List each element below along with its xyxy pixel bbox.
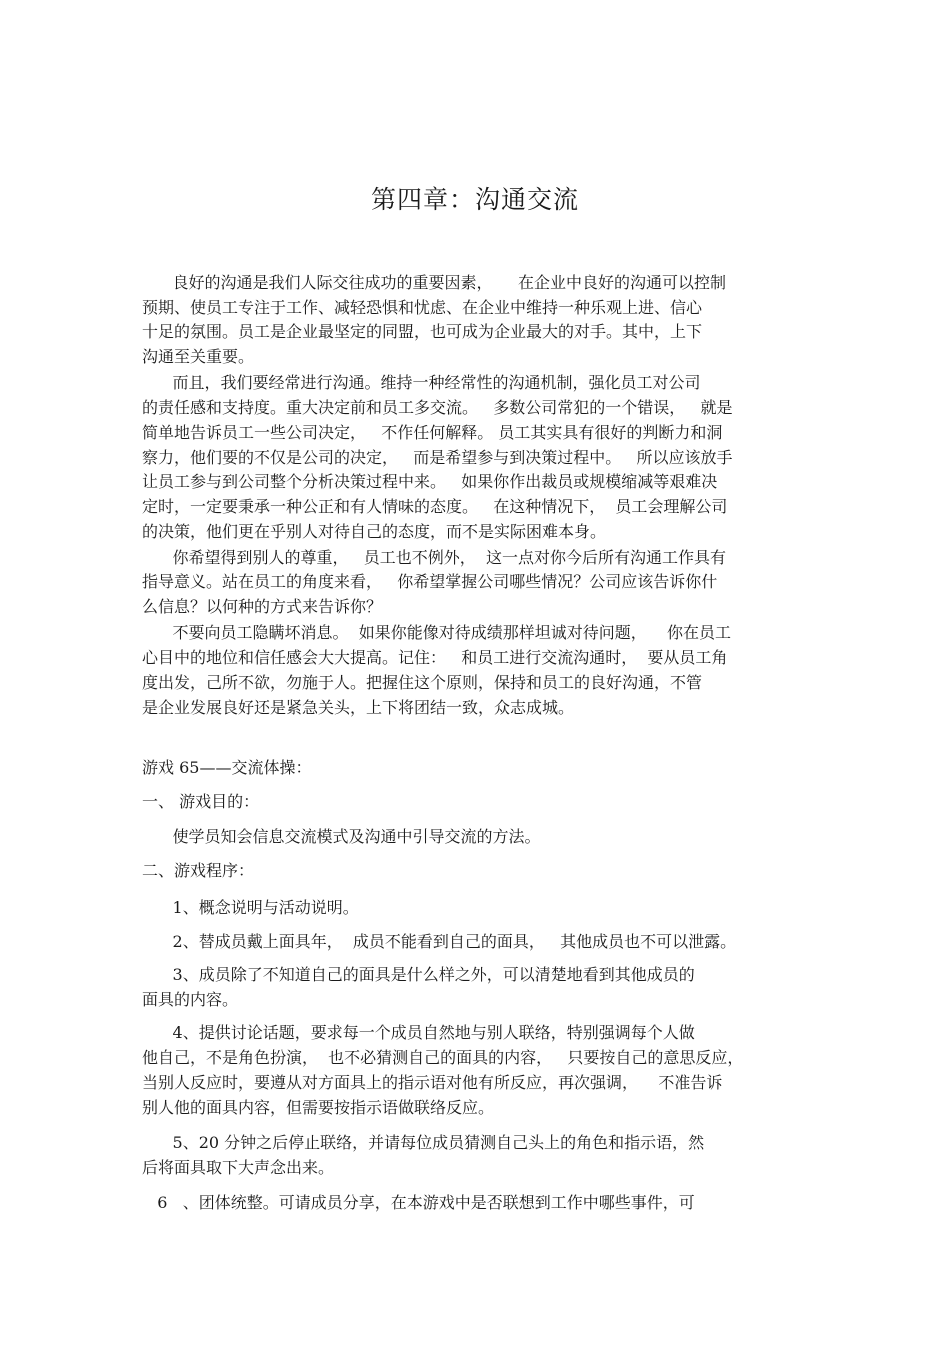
text-line: 度出发，己所不欲，勿施于人。把握住这个原则，保持和员工的良好沟通，不管 — [142, 673, 703, 692]
list-item: 3、成员除了不知道自己的面具是什么样之外，可以清楚地看到其他成员的 — [142, 965, 695, 984]
text-line: 你希望得到别人的尊重， 员工也不例外， 这一点对你今后所有沟通工作具有 — [142, 548, 726, 567]
text-line: 心目中的地位和信任感会大大提高。记住： 和员工进行交流沟通时， 要从员工角 — [142, 648, 728, 667]
text-line: 当别人反应时，要遵从对方面具上的指示语对他有所反应，再次强调， 不准告诉 — [142, 1073, 723, 1092]
text-line: 后将面具取下大声念出来。 — [142, 1158, 335, 1177]
text-line: 的决策，他们更在乎别人对待自己的态度，而不是实际困难本身。 — [142, 522, 607, 541]
text-line: 他自己，不是角色扮演， 也不必猜测自己的面具的内容， 只要按自己的意思反应， — [142, 1048, 744, 1067]
text-line: 是企业发展良好还是紧急关头，上下将团结一致，众志成城。 — [142, 698, 575, 717]
text-line: 十足的氛围。员工是企业最坚定的同盟，也可成为企业最大的对手。其中，上下 — [142, 322, 703, 341]
text-line: 简单地告诉员工一些公司决定， 不作任何解释。 员工其实具有很好的判断力和洞 — [142, 423, 723, 442]
chapter-title: 第四章：沟通交流 — [370, 185, 579, 214]
section-heading: 二、游戏程序： — [142, 861, 255, 880]
list-item: 4、提供讨论话题，要求每一个成员自然地与别人联络，特别强调每个人做 — [142, 1023, 695, 1042]
text-line: 而且，我们要经常进行沟通。维持一种经常性的沟通机制，强化员工对公司 — [142, 373, 701, 392]
text-line: 良好的沟通是我们人际交往成功的重要因素， 在企业中良好的沟通可以控制 — [142, 273, 726, 292]
list-item: 6 、团体统整。可请成员分享，在本游戏中是否联想到工作中哪些事件，可 — [142, 1193, 695, 1212]
list-item: 5、20 分钟之后停止联络，并请每位成员猜测自己头上的角色和指示语，然 — [142, 1133, 705, 1152]
text-line: 别人他的面具内容，但需要按指示语做联络反应。 — [142, 1098, 495, 1117]
text-line: 使学员知会信息交流模式及沟通中引导交流的方法。 — [142, 827, 541, 846]
text-line: 不要向员工隐瞒坏消息。 如果你能像对待成绩那样坦诚对待问题， 你在员工 — [142, 623, 732, 642]
text-line: 预期、使员工专注于工作、减轻恐惧和忧虑、在企业中维持一种乐观上进、信心 — [142, 298, 703, 317]
list-item: 1、概念说明与活动说明。 — [142, 898, 359, 917]
text-line: 沟通至关重要。 — [142, 347, 255, 366]
text-line: 指导意义。站在员工的角度来看， 你希望掌握公司哪些情况？公司应该告诉你什 — [142, 572, 718, 591]
text-line: 的责任感和支持度。重大决定前和员工多交流。 多数公司常犯的一个错误， 就是 — [142, 398, 733, 417]
section-heading: 一、 游戏目的： — [142, 792, 260, 811]
text-line: 么信息？以何种的方式来告诉你？ — [142, 597, 383, 616]
text-line: 察力，他们要的不仅是公司的决定， 而是希望参与到决策过程中。 所以应该放手 — [142, 448, 733, 467]
text-line: 面具的内容。 — [142, 990, 239, 1009]
list-item: 2、替成员戴上面具年， 成员不能看到自己的面具， 其他成员也不可以泄露。 — [142, 932, 737, 951]
text-line: 让员工参与到公司整个分析决策过程中来。 如果你作出裁员或规模缩减等艰难决 — [142, 472, 718, 491]
game-heading: 游戏 65——交流体操： — [142, 758, 312, 777]
text-line: 定时，一定要秉承一种公正和有人情味的态度。 在这种情况下， 员工会理解公司 — [142, 497, 728, 516]
